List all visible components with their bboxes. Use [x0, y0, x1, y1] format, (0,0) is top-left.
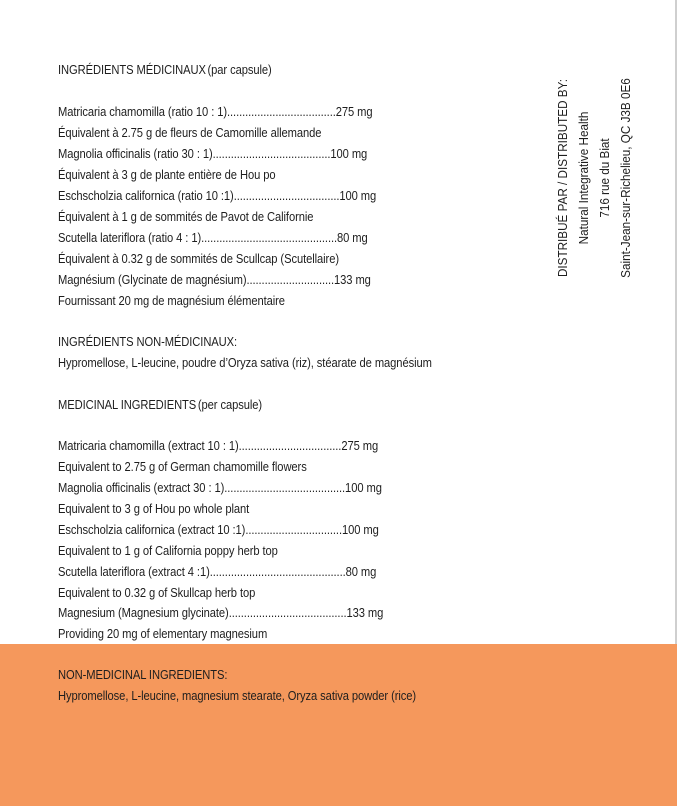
fr-ingredient-line: Équivalent à 3 g de plante entière de Hou po [58, 167, 276, 182]
distributor-block [552, 48, 636, 308]
distributor-label: DISTRIBUÉ PAR / DISTRIBUTED BY: [555, 78, 570, 278]
en-ingredient-line: Equivalent to 1 g of California poppy herb top [58, 543, 278, 558]
distributor-city: Saint-Jean-sur-Richelieu, QC J3B 0E6 [618, 78, 633, 278]
en-ingredient-line: Equivalent to 3 g of Hou po whole plant [58, 501, 250, 516]
fr-ingredient-line: Matricaria chamomilla (ratio 10 : 1)....................................275 mg [58, 104, 373, 119]
fr-medicinal-heading [58, 62, 272, 78]
fr-medicinal-heading-text: INGRÉDIENTS MÉDICINAUX [58, 62, 206, 77]
distributor-name: Natural Integrative Health [576, 111, 591, 245]
en-ingredient-line: Providing 20 mg of elementary magnesium [58, 626, 268, 641]
fr-ingredient-line: Scutella lateriflora (ratio 4 : 1).............................................80 mg [58, 230, 368, 245]
fr-ingredient-line: Équivalent à 1 g de sommités de Pavot de Californie [58, 209, 314, 224]
en-ingredient-line: Magnesium (Magnesium glycinate).......................................133 mg [58, 605, 384, 620]
en-ingredient-line: Magnolia officinalis (extract 30 : 1)........................................100 mg [58, 480, 382, 495]
en-medicinal-note: (per capsule) [197, 397, 263, 412]
fr-ingredient-line: Magnolia officinalis (ratio 30 : 1).......................................100 mg [58, 146, 368, 161]
fr-ingredient-line: Équivalent à 0.32 g de sommités de Scullcap (Scutellaire) [58, 251, 339, 266]
en-ingredient-line: Equivalent to 2.75 g of German chamomille flowers [58, 459, 307, 474]
fr-ingredient-line: Équivalent à 2.75 g de fleurs de Camomille allemande [58, 125, 322, 140]
en-non-medicinal-heading: NON-MEDICINAL INGREDIENTS: [58, 667, 228, 682]
fr-non-medicinal-heading: INGRÉDIENTS NON-MÉDICINAUX: [58, 334, 238, 349]
fr-non-medicinal-text: Hypromellose, L-leucine, poudre d’Oryza sativa (riz), stéarate de magnésium [58, 355, 432, 370]
en-ingredient-line: Equivalent to 0.32 g of Skullcap herb top [58, 585, 256, 600]
en-ingredient-line: Eschscholzia californica (extract 10 :1)................................100 mg [58, 522, 379, 537]
en-non-medicinal-text: Hypromellose, L-leucine, magnesium stearate, Oryza sativa powder (rice) [58, 688, 417, 703]
en-ingredient-line: Scutella lateriflora (extract 4 :1).............................................80 mg [58, 564, 377, 579]
fr-medicinal-note: (par capsule) [207, 62, 272, 77]
distributor-street: 716 rue du Biat [597, 138, 612, 218]
fr-ingredient-line: Magnésium (Glycinate de magnésium).............................133 mg [58, 272, 371, 287]
fr-ingredient-line: Eschscholzia californica (ratio 10 :1)...................................100 mg [58, 188, 377, 203]
en-medicinal-heading [58, 397, 262, 413]
fr-ingredient-line: Fournissant 20 mg de magnésium élémentaire [58, 293, 285, 308]
en-medicinal-heading-text: MEDICINAL INGREDIENTS [58, 397, 197, 412]
en-ingredient-line: Matricaria chamomilla (extract 10 : 1)..................................275 mg [58, 438, 379, 453]
